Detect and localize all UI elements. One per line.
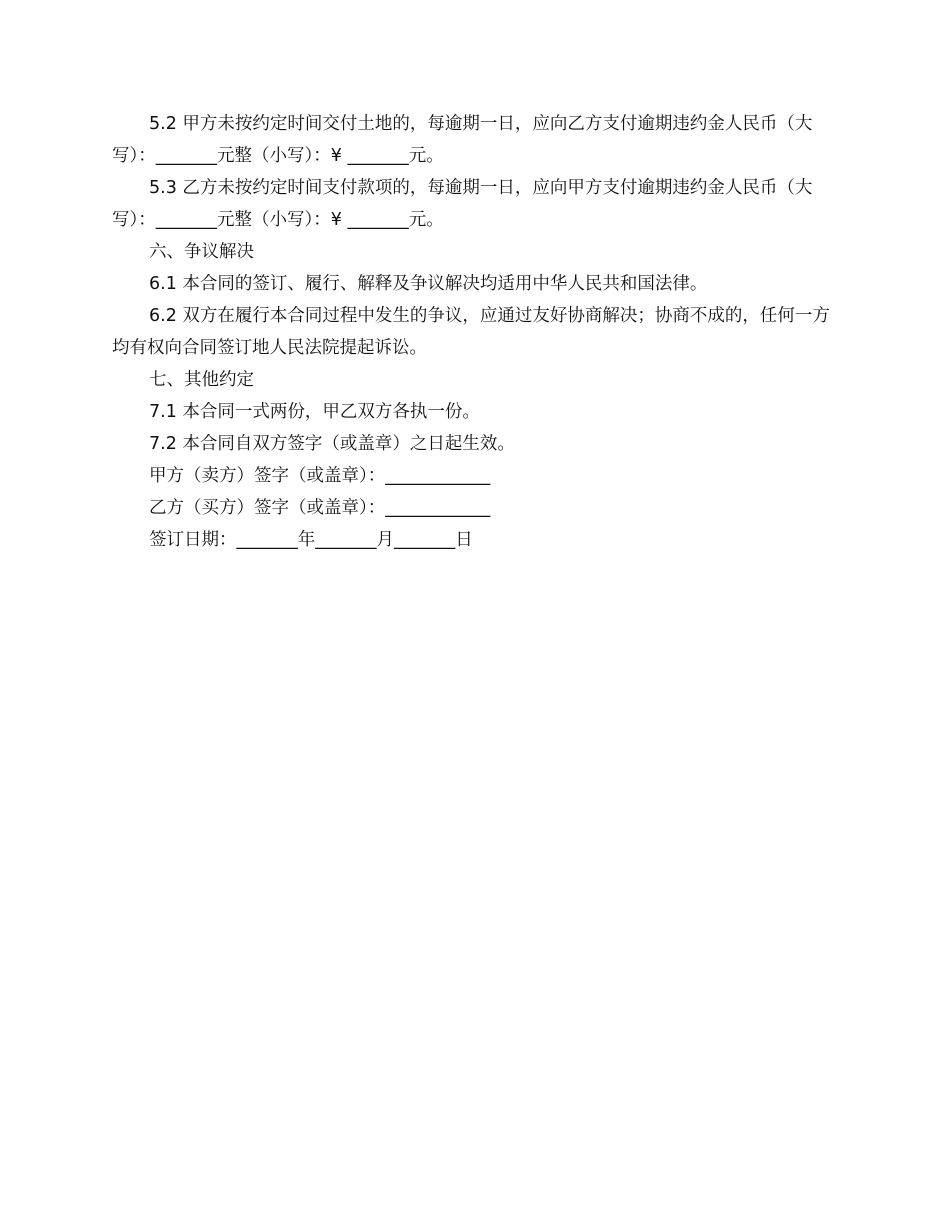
document-body xyxy=(112,108,838,556)
party-a-signature-line: 甲方（卖方）签字（或盖章）：____________ xyxy=(149,466,491,486)
signing-date-line: 签订日期：_______年_______月_______日 xyxy=(149,530,473,550)
section-heading-dispute: 六、争议解决 xyxy=(149,242,254,262)
clause-6-1: 6.1 本合同的签订、履行、解释及争议解决均适用中华人民共和国法律。 xyxy=(149,274,708,294)
clause-6-2: 6.2 双方在履行本合同过程中发生的争议，应通过友好协商解决；协商不成的，任何一方均有权向合同签订地人民法院提起诉讼。 xyxy=(112,306,830,358)
clause-7-2: 7.2 本合同自双方签字（或盖章）之日起生效。 xyxy=(149,434,515,454)
clause-7-1: 7.1 本合同一式两份，甲乙双方各执一份。 xyxy=(149,402,480,422)
clause-5-3: 5.3 乙方未按约定时间支付款项的，每逾期一日，应向甲方支付逾期违约金人民币（大写）：_______元整（小写）：¥ _______元。 xyxy=(112,178,813,230)
party-b-signature-line: 乙方（买方）签字（或盖章）：____________ xyxy=(149,498,491,518)
clause-5-2: 5.2 甲方未按约定时间交付土地的，每逾期一日，应向乙方支付逾期违约金人民币（大写）：_______元整（小写）：¥ _______元。 xyxy=(112,114,813,166)
section-heading-other: 七、其他约定 xyxy=(149,370,254,390)
